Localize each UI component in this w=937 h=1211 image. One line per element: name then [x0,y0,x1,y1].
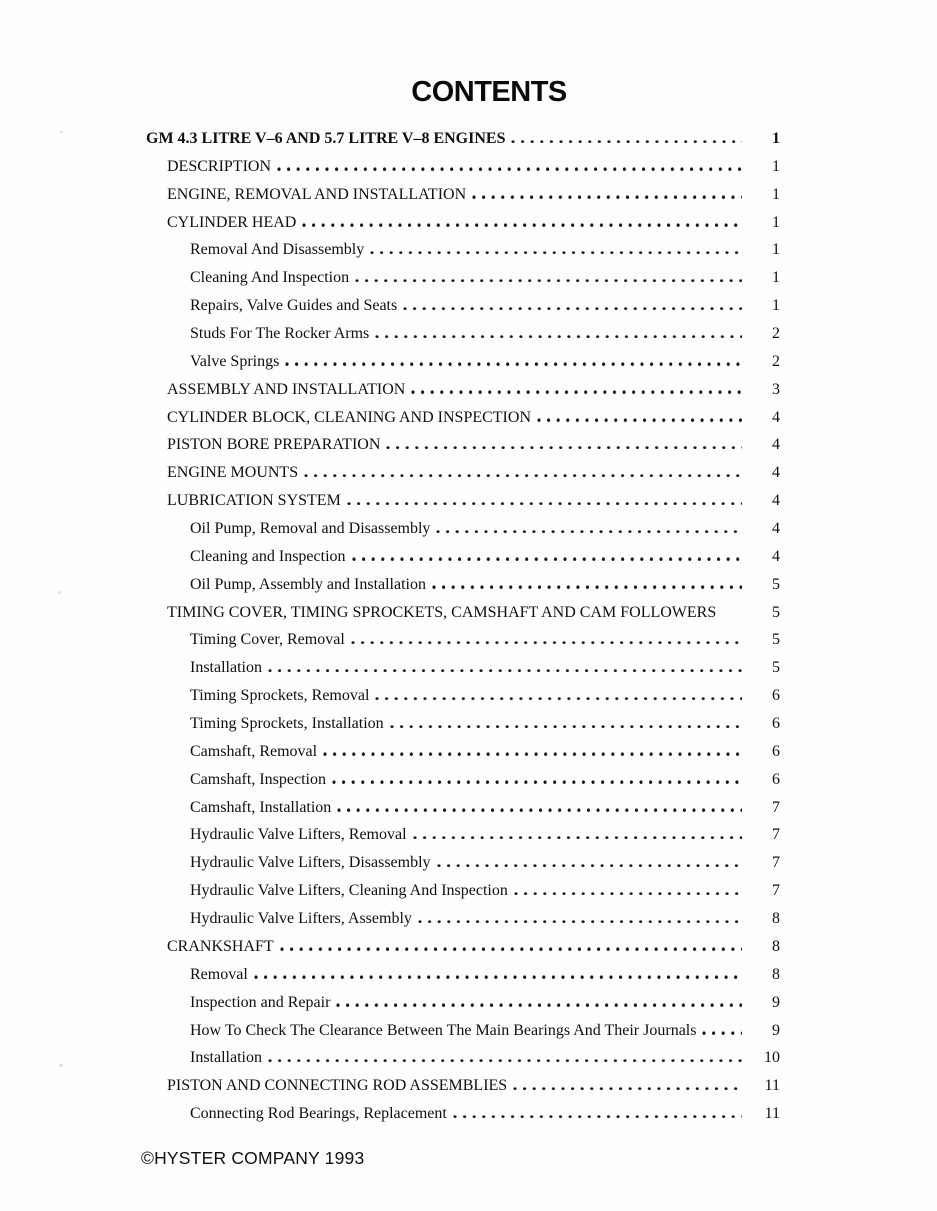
toc-entry [146,994,780,1022]
toc-entry [146,966,780,994]
dot-leader [513,1087,742,1091]
toc-entry-page: 7 [772,798,780,816]
dot-leader [722,613,742,617]
toc-entry-label: Camshaft, Removal [190,742,318,760]
toc-entry-page: 1 [772,213,780,231]
toc-entry-page: 5 [772,603,780,621]
dot-leader [268,669,742,673]
toc-entry-label: How To Check The Clearance Between The Main Bearings And Their Journals [190,1021,697,1039]
toc-entry [146,631,780,659]
toc-entry-label: LUBRICATION SYSTEM [167,492,341,510]
dot-leader [413,836,742,840]
toc-entry [146,604,780,632]
toc-entry-page: 4 [772,408,780,426]
toc-entry-page: 6 [772,715,780,733]
toc-entry-page: 6 [772,770,780,788]
toc-entry-label: CYLINDER HEAD [167,213,297,231]
toc-entry-page: 8 [772,937,780,955]
toc-entry-label: Hydraulic Valve Lifters, Assembly [190,910,412,928]
toc-entry-label: Installation [190,1049,262,1067]
dot-leader [280,947,742,951]
toc-entry-page: 7 [772,854,780,872]
toc-entry-label: PISTON AND CONNECTING ROD ASSEMBLIES [167,1077,508,1095]
toc-entry-label: Timing Cover, Removal [190,631,345,649]
toc-entry-page: 8 [772,910,780,928]
toc-entry-page: 9 [772,993,780,1011]
toc-entry [146,492,780,520]
toc-entry [146,799,780,827]
toc-entry [146,436,780,464]
toc-entry-page: 11 [764,1105,780,1123]
dot-leader [436,530,742,534]
dot-leader [351,641,742,645]
toc-entry-page: 11 [764,1077,780,1095]
toc-entry [146,854,780,882]
dot-leader [336,1003,742,1007]
toc-entry-label: PISTON BORE PREPARATION [167,436,381,454]
dot-leader [411,390,742,394]
toc-entry [146,687,780,715]
toc-entry-label: Hydraulic Valve Lifters, Cleaning And Inspection [190,882,508,900]
scan-artifact [58,591,61,594]
toc-entry-label: Hydraulic Valve Lifters, Disassembly [190,854,431,872]
toc-entry-label: Removal And Disassembly [190,241,365,259]
toc-entry-label: DESCRIPTION [167,157,272,175]
toc-entry-label: Camshaft, Inspection [190,770,326,788]
dot-leader [511,140,742,144]
dot-leader [418,920,742,924]
toc-entry-page: 7 [772,882,780,900]
dot-leader [453,1115,742,1119]
toc-entry [146,882,780,910]
dot-leader [390,725,742,729]
dot-leader [702,1031,742,1035]
toc-entry [146,186,780,214]
dot-leader [355,279,742,283]
toc-entry [146,576,780,604]
toc-entry-page: 1 [772,297,780,315]
dot-leader [386,446,742,450]
dot-leader [302,223,742,227]
toc-entry-page: 10 [764,1049,780,1067]
dot-leader [323,752,742,756]
dot-leader [537,418,742,422]
toc-entry-label: Camshaft, Installation [190,798,332,816]
toc-entry [146,269,780,297]
toc-entry-label: Installation [190,659,262,677]
toc-entry [146,464,780,492]
toc-entry [146,325,780,353]
toc-entry-page: 4 [772,547,780,565]
dot-leader [337,808,742,812]
toc-entry-page: 3 [772,380,780,398]
toc-entry-page: 4 [772,436,780,454]
toc-entry [146,548,780,576]
toc-entry-page: 6 [772,742,780,760]
toc-entry-label: Oil Pump, Assembly and Installation [190,575,426,593]
toc-entry [146,241,780,269]
toc-entry-page: 4 [772,464,780,482]
toc-entry [146,1022,780,1050]
toc-entry-page: 5 [772,631,780,649]
toc-entry-page: 6 [772,687,780,705]
toc-entry-page: 4 [772,520,780,538]
copyright-footer: ©HYSTER COMPANY 1993 [141,1148,365,1168]
toc-entry-label: Hydraulic Valve Lifters, Removal [190,826,407,844]
toc-entry [146,381,780,409]
toc-entry-label: ENGINE, REMOVAL AND INSTALLATION [167,185,467,203]
scan-artifact [59,1064,63,1067]
toc-entry-page: 1 [772,269,780,287]
dot-leader [285,362,742,366]
toc-entry-page: 8 [772,965,780,983]
toc-entry [146,659,780,687]
dot-leader [268,1059,742,1063]
dot-leader [304,474,742,478]
toc-entry-page: 5 [772,659,780,677]
toc-entry [146,130,780,158]
toc-entry-label: CYLINDER BLOCK, CLEANING AND INSPECTION [167,408,531,426]
toc-entry-label: Timing Sprockets, Removal [190,687,370,705]
toc-entry [146,826,780,854]
dot-leader [347,502,742,506]
toc-entry [146,158,780,186]
toc-entry-label: GM 4.3 LITRE V–6 AND 5.7 LITRE V–8 ENGINES [146,130,506,147]
page-title: CONTENTS [411,76,567,108]
toc-entry-label: Removal [190,965,248,983]
toc-entry [146,910,780,938]
toc-entry-label: Timing Sprockets, Installation [190,715,384,733]
toc-entry-page: 7 [772,826,780,844]
toc-entry-label: ASSEMBLY AND INSTALLATION [167,380,406,398]
toc-entry [146,353,780,381]
toc-entry-page: 1 [772,241,780,259]
toc-entry-label: Repairs, Valve Guides and Seats [190,297,398,315]
toc-entry [146,1077,780,1105]
dot-leader [332,780,742,784]
toc-entry-label: Cleaning and Inspection [190,547,346,565]
toc-entry [146,520,780,548]
toc-entry-label: Inspection and Repair [190,993,331,1011]
toc-entry-label: Oil Pump, Removal and Disassembly [190,520,431,538]
dot-leader [254,975,742,979]
toc-entry [146,1049,780,1077]
toc-entry [146,409,780,437]
dot-leader [514,892,742,896]
dot-leader [352,557,742,561]
toc-entry [146,743,780,771]
dot-leader [375,335,742,339]
dot-leader [472,195,742,199]
toc-entry [146,715,780,743]
toc-entry-label: Studs For The Rocker Arms [190,325,370,343]
toc-entry-label: ENGINE MOUNTS [167,464,299,482]
toc-entry [146,297,780,325]
toc-entry-page: 2 [772,325,780,343]
toc-entry [146,938,780,966]
toc-entry-label: CRANKSHAFT [167,937,274,955]
toc-entry-page: 4 [772,492,780,510]
toc-list [146,130,780,1133]
scan-artifact [60,131,63,133]
toc-entry [146,214,780,242]
toc-entry-label: Connecting Rod Bearings, Replacement [190,1105,447,1123]
dot-leader [375,697,742,701]
dot-leader [403,307,742,311]
toc-entry-page: 2 [772,352,780,370]
toc-entry [146,1105,780,1133]
dot-leader [277,167,742,171]
toc-entry-label: TIMING COVER, TIMING SPROCKETS, CAMSHAFT AND CAM FOLLOWERS [167,603,717,621]
toc-entry-page: 5 [772,575,780,593]
toc-entry-label: Cleaning And Inspection [190,269,350,287]
toc-entry-label: Valve Springs [190,352,280,370]
dot-leader [437,864,742,868]
toc-entry-page: 1 [772,185,780,203]
dot-leader [370,251,742,255]
toc-entry-page: 9 [772,1021,780,1039]
toc-entry-page: 1 [772,157,780,175]
toc-entry [146,771,780,799]
title-block [146,76,780,109]
toc-entry-page: 1 [772,130,780,147]
dot-leader [432,585,742,589]
